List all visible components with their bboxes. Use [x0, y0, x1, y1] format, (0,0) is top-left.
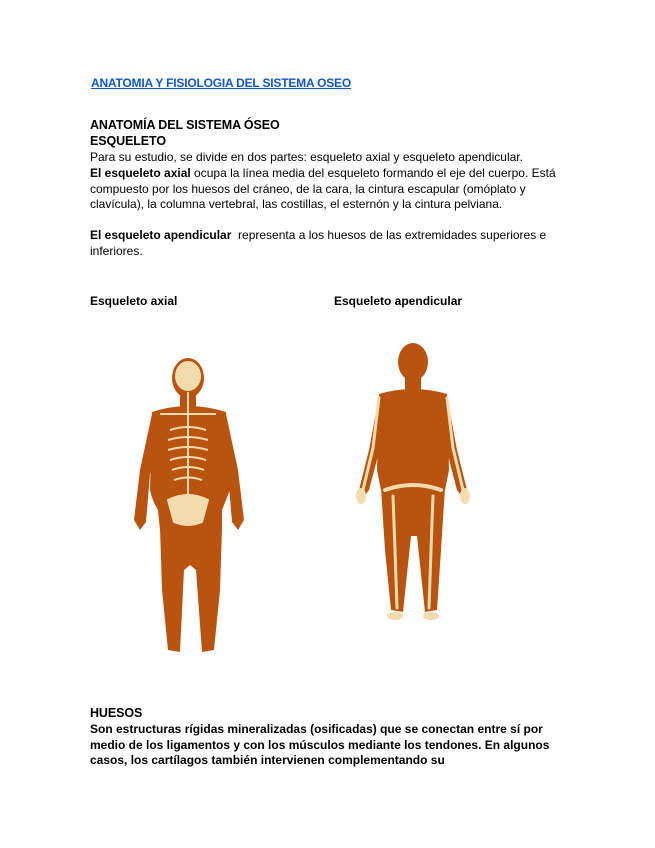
axial-paragraph	[90, 166, 570, 213]
subheading-esqueleto: ESQUELETO	[90, 134, 166, 148]
apendicular-paragraph	[90, 228, 570, 259]
intro-paragraph: Para su estudio, se divide en dos partes: esqueleto axial y esqueleto apendicular.	[90, 150, 523, 164]
bones-paragraph: Son estructuras rígidas mineralizadas (osificadas) que se conectan entre sí por medio de los ligamentos y con los músculos mediante los tendones. En algunos casos, los cartílagos también intervienen complementando su	[90, 722, 550, 767]
section-heading: ANATOMÍA DEL SISTEMA ÓSEO	[90, 118, 280, 132]
apendicular-term: El esqueleto apendicular	[90, 228, 232, 242]
caption-axial: Esqueleto axial	[90, 294, 178, 308]
appendicular-skeleton-image	[345, 340, 480, 640]
title-link[interactable]: ANATOMIA Y FISIOLOGIA DEL SISTEMA OSEO	[91, 76, 351, 90]
axial-skeleton-image	[130, 350, 260, 665]
apendicular-text: representa a los huesos de las extremidades superiores e inferiores.	[90, 228, 550, 258]
axial-term: El esqueleto axial	[90, 166, 191, 180]
bones-heading: HUESOS	[90, 706, 143, 720]
axial-text: ocupa la línea media del esqueleto formando el eje del cuerpo. Está compuesto por los huesos del cráneo, de la cara, la cintura escapular (omóplato y clavícula), la columna vertebral, las costillas, el esternón y la cintura pelviana.	[90, 166, 556, 211]
caption-apendicular: Esqueleto apendicular	[334, 294, 463, 308]
